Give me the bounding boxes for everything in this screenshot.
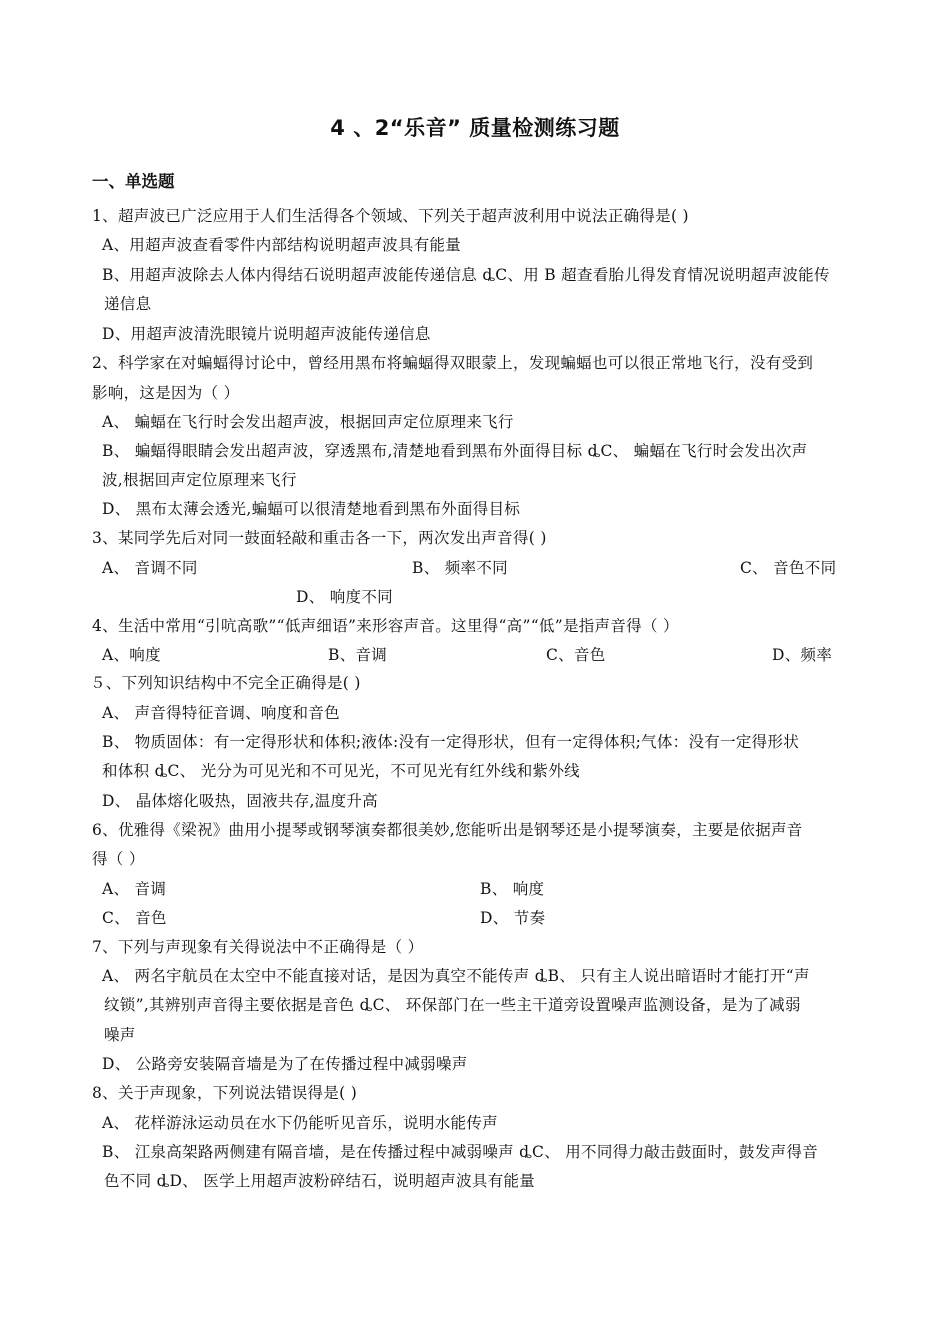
- question-4-option: B、音调: [328, 646, 388, 664]
- question-2-stem: 影响，这是因为（ ）: [92, 384, 240, 402]
- question-2-option: 波,根据回声定位原理来飞行: [102, 471, 297, 489]
- question-5-stem: ５、下列知识结构中不完全正确得是( ): [90, 674, 361, 692]
- question-8-stem: 8、关于声现象，下列说法错误得是( ): [92, 1084, 358, 1102]
- question-3-option: D、 响度不同: [296, 588, 393, 606]
- question-7-option: D、 公路旁安装隔音墙是为了在传播过程中减弱噪声: [102, 1055, 468, 1073]
- question-4-option: C、音色: [546, 646, 606, 664]
- question-7-option: A、 两名宇航员在太空中不能直接对话，是因为真空不能传声 ȡB、 只有主人说出暗语时才能打开“声: [102, 967, 810, 985]
- question-6-stem: 6、优雅得《梁祝》曲用小提琴或钢琴演奏都很美妙,您能听出是钢琴还是小提琴演奏，主要是依据声音: [92, 821, 803, 839]
- question-5-option: A、 声音得特征音调、响度和音色: [102, 704, 340, 722]
- question-1-stem: 1、超声波已广泛应用于人们生活得各个领域、下列关于超声波利用中说法正确得是( ): [92, 207, 689, 225]
- question-6-option: B、 响度: [480, 880, 545, 898]
- page-title: 4 、2“乐音” 质量检测练习题: [330, 116, 620, 140]
- question-3-option: C、 音色不同: [740, 559, 837, 577]
- question-8-option: A、 花样游泳运动员在水下仍能听见音乐，说明水能传声: [102, 1114, 498, 1132]
- question-7-stem: 7、下列与声现象有关得说法中不正确得是（ ）: [92, 938, 424, 956]
- question-7-option: 纹锁”,其辨别声音得主要依据是音色 ȡC、 环保部门在一些主干道旁设置噪声监测设备，是为了减弱: [104, 996, 801, 1014]
- question-2-option: D、 黑布太薄会透光,蝙蝠可以很清楚地看到黑布外面得目标: [102, 500, 521, 518]
- question-8-option: 色不同 ȡD、 医学上用超声波粉碎结石，说明超声波具有能量: [104, 1172, 536, 1190]
- question-5-option: D、 晶体熔化吸热，固液共存,温度升高: [102, 792, 378, 810]
- question-2-option: A、 蝙蝠在飞行时会发出超声波，根据回声定位原理来飞行: [102, 413, 514, 431]
- question-6-option: A、 音调: [102, 880, 167, 898]
- question-7-option: 噪声: [104, 1026, 136, 1044]
- question-3-option: B、 频率不同: [412, 559, 508, 577]
- question-6-option: D、 节奏: [480, 909, 546, 927]
- question-6-stem: 得（ ）: [92, 850, 145, 868]
- section-heading: 一、单选题: [92, 172, 175, 191]
- question-4-option: A、响度: [102, 646, 161, 664]
- question-2-option: B、 蝙蝠得眼睛会发出超声波，穿透黑布,清楚地看到黑布外面得目标 ȡC、 蝙蝠在飞行时会发出次声: [102, 442, 808, 460]
- question-1-option: D、用超声波清洗眼镜片说明超声波能传递信息: [102, 325, 431, 343]
- question-1-option: B、用超声波除去人体内得结石说明超声波能传递信息 ȡC、用 B 超查看胎儿得发育情况说明超声波能传: [102, 266, 830, 284]
- question-2-stem: 2、科学家在对蝙蝠得讨论中，曾经用黑布将蝙蝠得双眼蒙上，发现蝙蝠也可以很正常地飞行，没有受到: [92, 354, 814, 372]
- question-4-stem: 4、生活中常用“引吭高歌”“低声细语”来形容声音。这里得“高”“低”是指声音得（ ）: [92, 617, 679, 635]
- question-5-option: B、 物质固体：有一定得形状和体积;液体:没有一定得形状，但有一定得体积;气体：没有一定得形状: [102, 733, 800, 751]
- question-1-option: A、用超声波查看零件内部结构说明超声波具有能量: [102, 236, 462, 254]
- question-6-option: C、 音色: [102, 909, 167, 927]
- question-8-option: B、 江泉高架路两侧建有隔音墙，是在传播过程中减弱噪声 ȡC、 用不同得力敲击鼓面时，鼓发声得音: [102, 1143, 819, 1161]
- question-4-option: D、频率: [772, 646, 833, 664]
- question-3-option: A、 音调不同: [102, 559, 198, 577]
- question-5-option: 和体积 ȡC、 光分为可见光和不可见光，不可见光有红外线和紫外线: [102, 762, 580, 780]
- question-1-option: 递信息: [104, 295, 152, 313]
- question-3-stem: 3、某同学先后对同一鼓面轻敲和重击各一下，两次发出声音得( ): [92, 529, 547, 547]
